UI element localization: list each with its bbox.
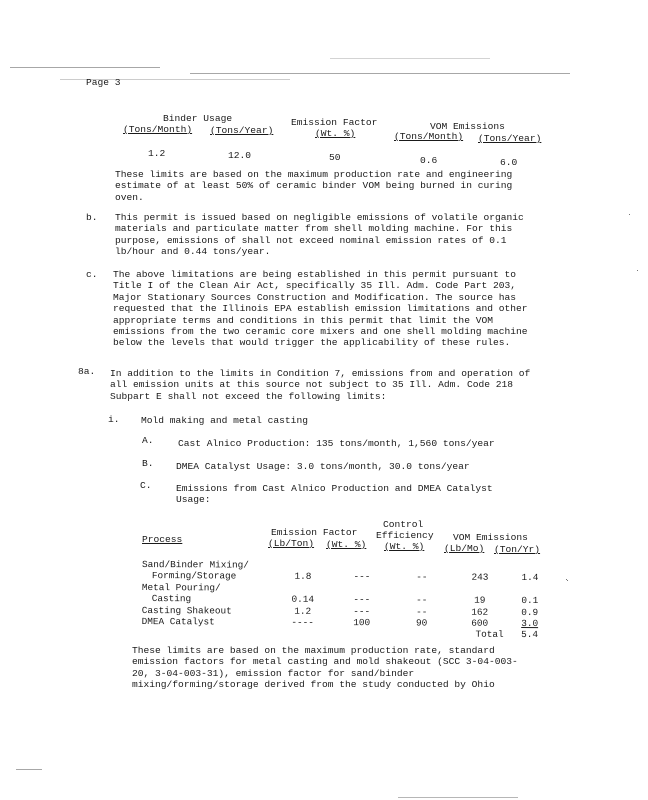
sub-b-text: DMEA Catalyst Usage: 3.0 tons/month, 30.0 tons/year [176, 461, 470, 472]
cell-ton-yr [508, 561, 552, 573]
col-ef-wt: (Wt. %) [326, 539, 367, 550]
cell-process: Metal Pouring/ [141, 581, 221, 594]
cell-efficiency [392, 583, 452, 595]
scan-noise-line [330, 58, 490, 59]
table-row [140, 627, 552, 641]
header-emission-factor-unit: (Wt. %) [315, 128, 356, 139]
value-binder-month: 1.2 [148, 148, 166, 159]
cell-lb-mo: Total [475, 629, 504, 641]
scan-noise-line [398, 797, 518, 798]
cell-lb-mo: 243 [471, 572, 489, 584]
cell-ton-yr [508, 584, 552, 596]
header-binder-month: (Tons/Month) [123, 124, 193, 135]
cell-wt: --- [353, 594, 371, 606]
scan-speck [637, 270, 638, 271]
scan-speck [567, 580, 568, 581]
cell-lb-mo [452, 583, 508, 595]
emission-table [140, 559, 552, 641]
cell-wt: --- [353, 605, 371, 617]
sub-c-text-line2: Usage: [176, 494, 211, 505]
col-efficiency: Efficiency [376, 530, 434, 541]
header-binder-usage: Binder Usage [163, 113, 233, 124]
cell-efficiency: -- [416, 606, 428, 618]
col-vom-ton-yr: (Ton/Yr) [494, 544, 541, 555]
value-emission-factor: 50 [329, 152, 341, 163]
col-vom-lb-mo: (Lb/Mo) [444, 543, 485, 554]
col-vom-emissions: VOM Emissions [453, 532, 528, 543]
header-binder-year: (Tons/Year) [210, 125, 274, 136]
cell-process: DMEA Catalyst [141, 616, 215, 628]
value-binder-year: 12.0 [228, 150, 252, 161]
cell-ton-yr: 1.4 [521, 572, 539, 584]
scan-noise-line [16, 769, 42, 770]
cell-ton-yr: 5.4 [521, 629, 539, 641]
item-8a-text: In addition to the limits in Condition 7, emissions from and operation of all emission units at this source not subject to 35 Ill. Adm. Code 218 Subpart E shall not exceed the following limits: [110, 368, 531, 402]
cell-lb-ton: 1.8 [294, 571, 312, 583]
cell-process [140, 627, 274, 639]
sub-b-label: B. [142, 458, 154, 469]
cell-efficiency [392, 629, 452, 641]
page-label: Page 3 [86, 77, 121, 88]
cell-wt [332, 560, 392, 572]
cell-lb-ton [274, 560, 332, 572]
cell-lb-ton: 1.2 [294, 605, 312, 617]
cell-lb-ton: ---- [291, 616, 314, 628]
item-c-label: c. [86, 269, 98, 280]
scan-speck [629, 214, 630, 215]
col-process: Process [142, 534, 183, 545]
cell-process: Sand/Binder Mixing/ [141, 559, 249, 571]
col-control: Control [383, 519, 424, 530]
cell-process: Forming/Storage [151, 570, 237, 582]
sub-i-text: Mold making and metal casting [141, 415, 308, 426]
value-vom-month: 0.6 [420, 155, 438, 166]
cell-lb-mo [452, 561, 508, 573]
cell-efficiency: -- [416, 571, 428, 583]
closing-paragraph: These limits are based on the maximum production rate, standard emission factors for metal casting and mold shakeout (SCC 3-04-003-20, 3-04-003-31), emission factor for sand/binder mixing/forming/storage derived from the study conducted by Ohio [132, 645, 518, 691]
sub-c-text-line1: Emissions from Cast Alnico Production and DMEA Catalyst [176, 483, 493, 494]
cell-wt: --- [353, 571, 371, 583]
cell-process: Casting Shakeout [141, 604, 232, 617]
sub-a-text: Cast Alnico Production: 135 tons/month, 1,560 tons/year [178, 438, 495, 449]
sub-i-label: i. [108, 414, 120, 425]
cell-lb-ton: 0.14 [291, 594, 315, 606]
cell-ton-yr: 0.9 [521, 606, 539, 618]
cell-process: Casting [151, 593, 192, 605]
value-vom-year: 6.0 [500, 157, 518, 168]
item-c-text: The above limitations are being established in this permit pursuant to Title I of the Clean Air Act, specifically 35 Ill. Adm. Code Part 203, Major Stationary Sources Construction and Modification. The source has requested that the Illinois EPA establish emission limitations and other appropriate terms and conditions in this permit that limit the VOM emissions from the two ceramic core mixers and one shell molding machine below the levels that would trigger the applicability of these rules. [113, 269, 528, 349]
cell-wt [332, 628, 392, 640]
item-b-text: This permit is issued based on negligible emissions of volatile organic materials and particulate matter from shell molding machine. For this purpose, emissions of shall not exceed nominal emission rates of 0.1 lb/hour and 0.44 tons/year. [115, 212, 524, 258]
cell-lb-ton [274, 628, 332, 640]
col-eff-wt: (Wt. %) [384, 541, 425, 552]
cell-lb-mo: 162 [471, 606, 489, 618]
col-emission-factor: Emission Factor [271, 527, 358, 538]
cell-ton-yr: 3.0 [521, 618, 539, 630]
cell-lb-mo: 600 [471, 617, 489, 629]
scan-noise-line [190, 73, 570, 74]
cell-wt: 100 [353, 617, 371, 629]
header-emission-factor: Emission Factor [291, 117, 378, 128]
limits-paragraph: These limits are based on the maximum production rate and engineering estimate of at least 50% of ceramic binder VOM being burned in curing oven. [115, 169, 513, 203]
cell-efficiency: 90 [415, 617, 428, 629]
item-b-label: b. [86, 212, 98, 223]
cell-lb-ton [274, 583, 332, 595]
cell-efficiency [392, 560, 452, 572]
item-8a-label: 8a. [78, 366, 96, 377]
header-vom-month: (Tons/Month) [394, 131, 464, 142]
col-ef-lb-ton: (Lb/Ton) [268, 538, 315, 549]
header-vom-emissions: VOM Emissions [430, 121, 505, 132]
scan-noise-line [10, 67, 160, 68]
sub-c-label: C. [140, 480, 152, 491]
cell-ton-yr: 0.1 [521, 595, 539, 607]
cell-efficiency: -- [416, 594, 428, 606]
cell-lb-mo: 19 [474, 594, 486, 607]
sub-a-label: A. [142, 435, 154, 446]
cell-wt [332, 583, 392, 595]
header-vom-year: (Tons/Year) [478, 133, 542, 144]
